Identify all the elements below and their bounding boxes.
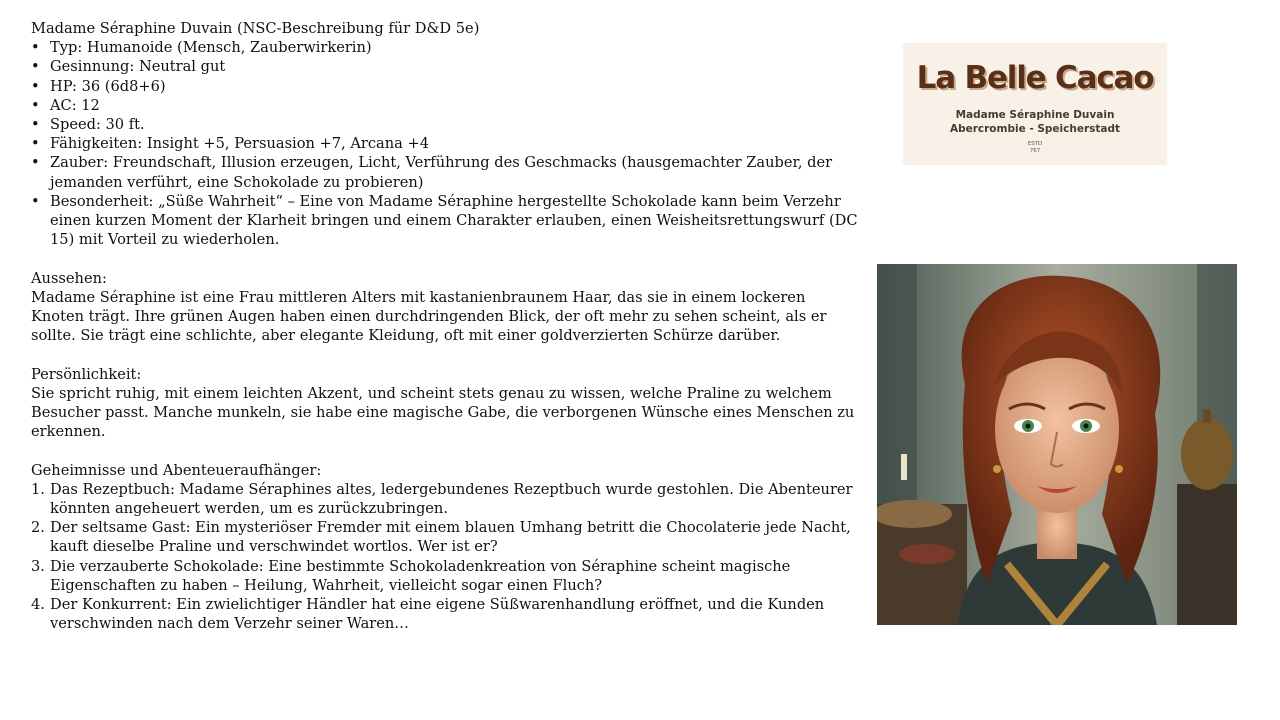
hook-item: 1. Das Rezeptbuch: Madame Séraphines altes, ledergebundenes Rezeptbuch wurde gestohlen. Die Abenteurer könnten angeheuert werden, um es zurückzubringen. <box>31 480 853 518</box>
hook-item: 3. Die verzauberte Schokolade: Eine bestimmte Schokoladenkreation von Séraphine scheint magische Eigenschaften zu haben – Heilung, Wahrheit, vielleicht sogar einen Fluch? <box>31 557 791 594</box>
stat-alignment: • Gesinnung: Neutral gut <box>31 57 861 76</box>
logo-name: La Belle Cacao <box>916 60 1154 96</box>
stat-ac: • AC: 12 <box>31 96 861 115</box>
page-title: Madame Séraphine Duvain (NSC-Beschreibung für D&D 5e) <box>31 20 480 37</box>
stat-list <box>31 38 861 249</box>
hook-item: 4. Der Konkurrent: Ein zwielichtiger Händler hat eine eigene Süßwarenhandlung eröffnet, und die Kunden verschwinden nach dem Verzehr seiner Waren… <box>31 596 825 633</box>
stat-speed: • Speed: 30 ft. <box>31 115 861 134</box>
personality-text: Sie spricht ruhig, mit einem leichten Akzent, und scheint stets genau zu wissen, welche Praline zu welchem Besucher passt. Manche munkeln, sie habe eine magische Gabe, die verborgenen Wünsche eines Menschen zu erkennen. <box>31 384 855 441</box>
appearance-text: Madame Séraphine ist eine Frau mittleren Alters mit kastanienbraunem Haar, das sie in einem lockeren Knoten trägt. Ihre grünen Augen haben einen durchdringenden Blick, der oft mehr zu sehen scheint, als er sollte. Sie trägt eine schlichte, aber elegante Kleidung, oft mit einer goldverzierten Schürze darüber. <box>31 288 827 345</box>
stat-special: • Besonderheit: „Süße Wahrheit“ – Eine von Madame Séraphine hergestellte Schokolade kann beim Verzehr einen kurzen Moment der Klarheit bringen und einem Charakter erlauben, einen Weisheitsrettungswurf (DC 15) mit Vorteil zu wiederholen. <box>31 192 861 250</box>
hook-item: 2. Der seltsame Gast: Ein mysteriöser Fremder mit einem blauen Umhang betritt die Chocolaterie jede Nacht, kauft dieselbe Praline und verschwindet wortlos. Wer ist er? <box>31 519 851 556</box>
stat-spells: • Zauber: Freundschaft, Illusion erzeugen, Licht, Verführung des Geschmacks (hausgemachter Zauber, der jemanden verführt, eine Schokolade zu probieren) <box>31 153 861 191</box>
portrait-illustration <box>877 264 1237 625</box>
shop-logo <box>903 43 1167 165</box>
stat-type: • Typ: Humanoide (Mensch, Zauberwirkerin) <box>31 38 861 57</box>
hooks-list <box>31 480 861 634</box>
logo-established: ESTD 767 <box>1027 141 1043 154</box>
appearance-heading: Aussehen: <box>31 269 107 287</box>
character-portrait <box>877 264 1237 625</box>
stat-skills: • Fähigkeiten: Insight +5, Persuasion +7, Arcana +4 <box>31 134 861 153</box>
hooks-heading: Geheimnisse und Abenteueraufhänger: <box>31 461 322 479</box>
npc-description <box>31 19 861 633</box>
personality-heading: Persönlichkeit: <box>31 365 142 383</box>
stat-hp: • HP: 36 (6d8+6) <box>31 77 861 96</box>
logo-location: Abercrombie - Speicherstadt <box>949 123 1121 135</box>
logo-owner: Madame Séraphine Duvain <box>955 109 1115 121</box>
